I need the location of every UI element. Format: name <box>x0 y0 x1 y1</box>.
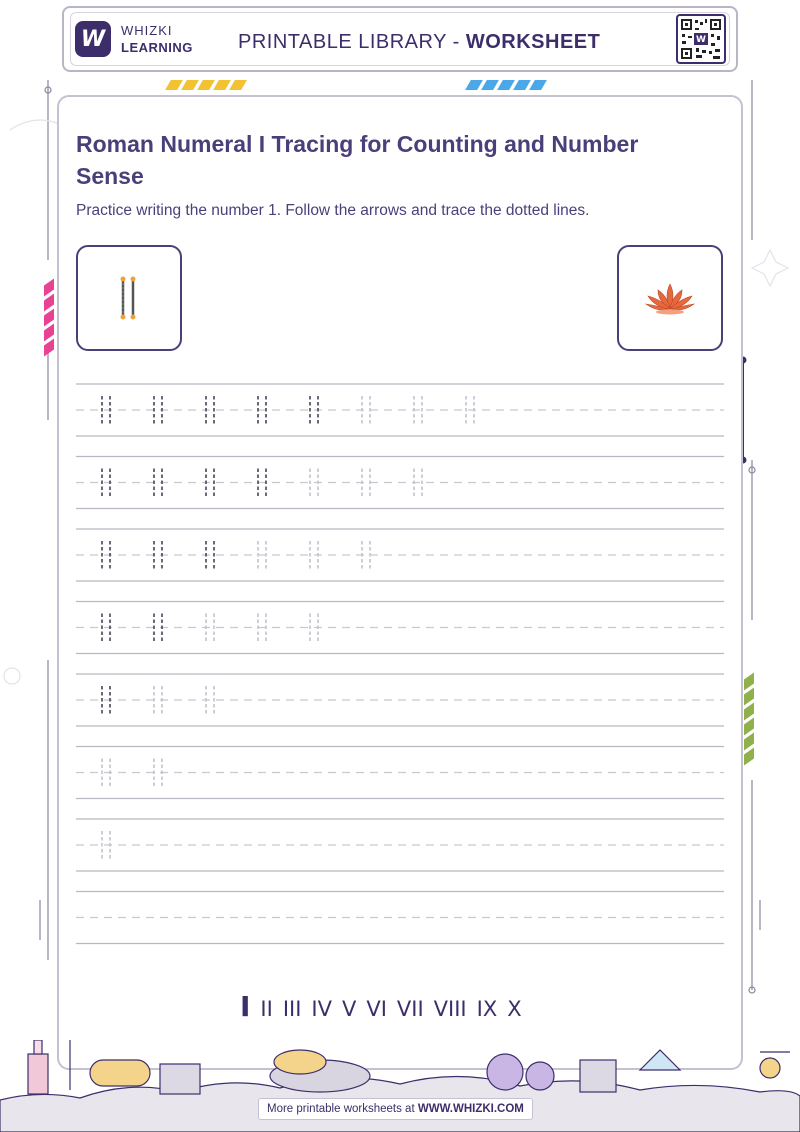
header-title-prefix: PRINTABLE LIBRARY - <box>238 31 466 53</box>
brand-name-line2: LEARNING <box>121 40 193 55</box>
worksheet-title: Roman Numeral I Tracing for Counting and Number Sense <box>76 131 639 189</box>
logo-letter: W <box>80 26 106 52</box>
pink-side-stripes <box>44 282 54 353</box>
footer-website-link[interactable] <box>258 1098 533 1120</box>
lotus-flower-icon <box>642 278 698 318</box>
sequence-numeral: III <box>282 997 302 1021</box>
footer-text-prefix: More printable worksheets at <box>267 1103 418 1115</box>
svg-text:W: W <box>696 35 706 45</box>
tracing-lines-area[interactable] <box>76 380 724 950</box>
sequence-numeral: IX <box>476 997 498 1021</box>
worksheet-instructions: Practice writing the number 1. Follow the arrows and trace the dotted lines. <box>76 202 590 219</box>
yellow-stripes <box>168 80 244 90</box>
sequence-numeral: VIII <box>433 997 467 1021</box>
sequence-numeral: VI <box>366 997 387 1021</box>
sequence-numeral: II <box>260 997 273 1021</box>
roman-numeral-i-stroke-guide-icon <box>109 273 149 323</box>
brand-name-line1: WHIZKI <box>121 23 173 38</box>
sequence-numeral: IV <box>311 997 332 1021</box>
sequence-numeral: VII <box>396 997 424 1021</box>
whizki-logo[interactable] <box>75 21 111 57</box>
numeral-stroke-guide-box <box>76 245 182 351</box>
sequence-numeral: X <box>507 997 522 1021</box>
header-title-bold: WORKSHEET <box>465 31 601 53</box>
header-title <box>238 31 600 54</box>
roman-numeral-sequence <box>240 990 522 1023</box>
sequence-current-numeral: I <box>240 990 251 1023</box>
sequence-numeral: V <box>341 997 357 1021</box>
footer-website: WWW.WHIZKI.COM <box>417 1103 524 1115</box>
blue-stripes <box>468 80 544 90</box>
picture-box <box>617 245 723 351</box>
qr-code-icon[interactable] <box>676 14 726 64</box>
green-side-stripes <box>744 676 754 762</box>
